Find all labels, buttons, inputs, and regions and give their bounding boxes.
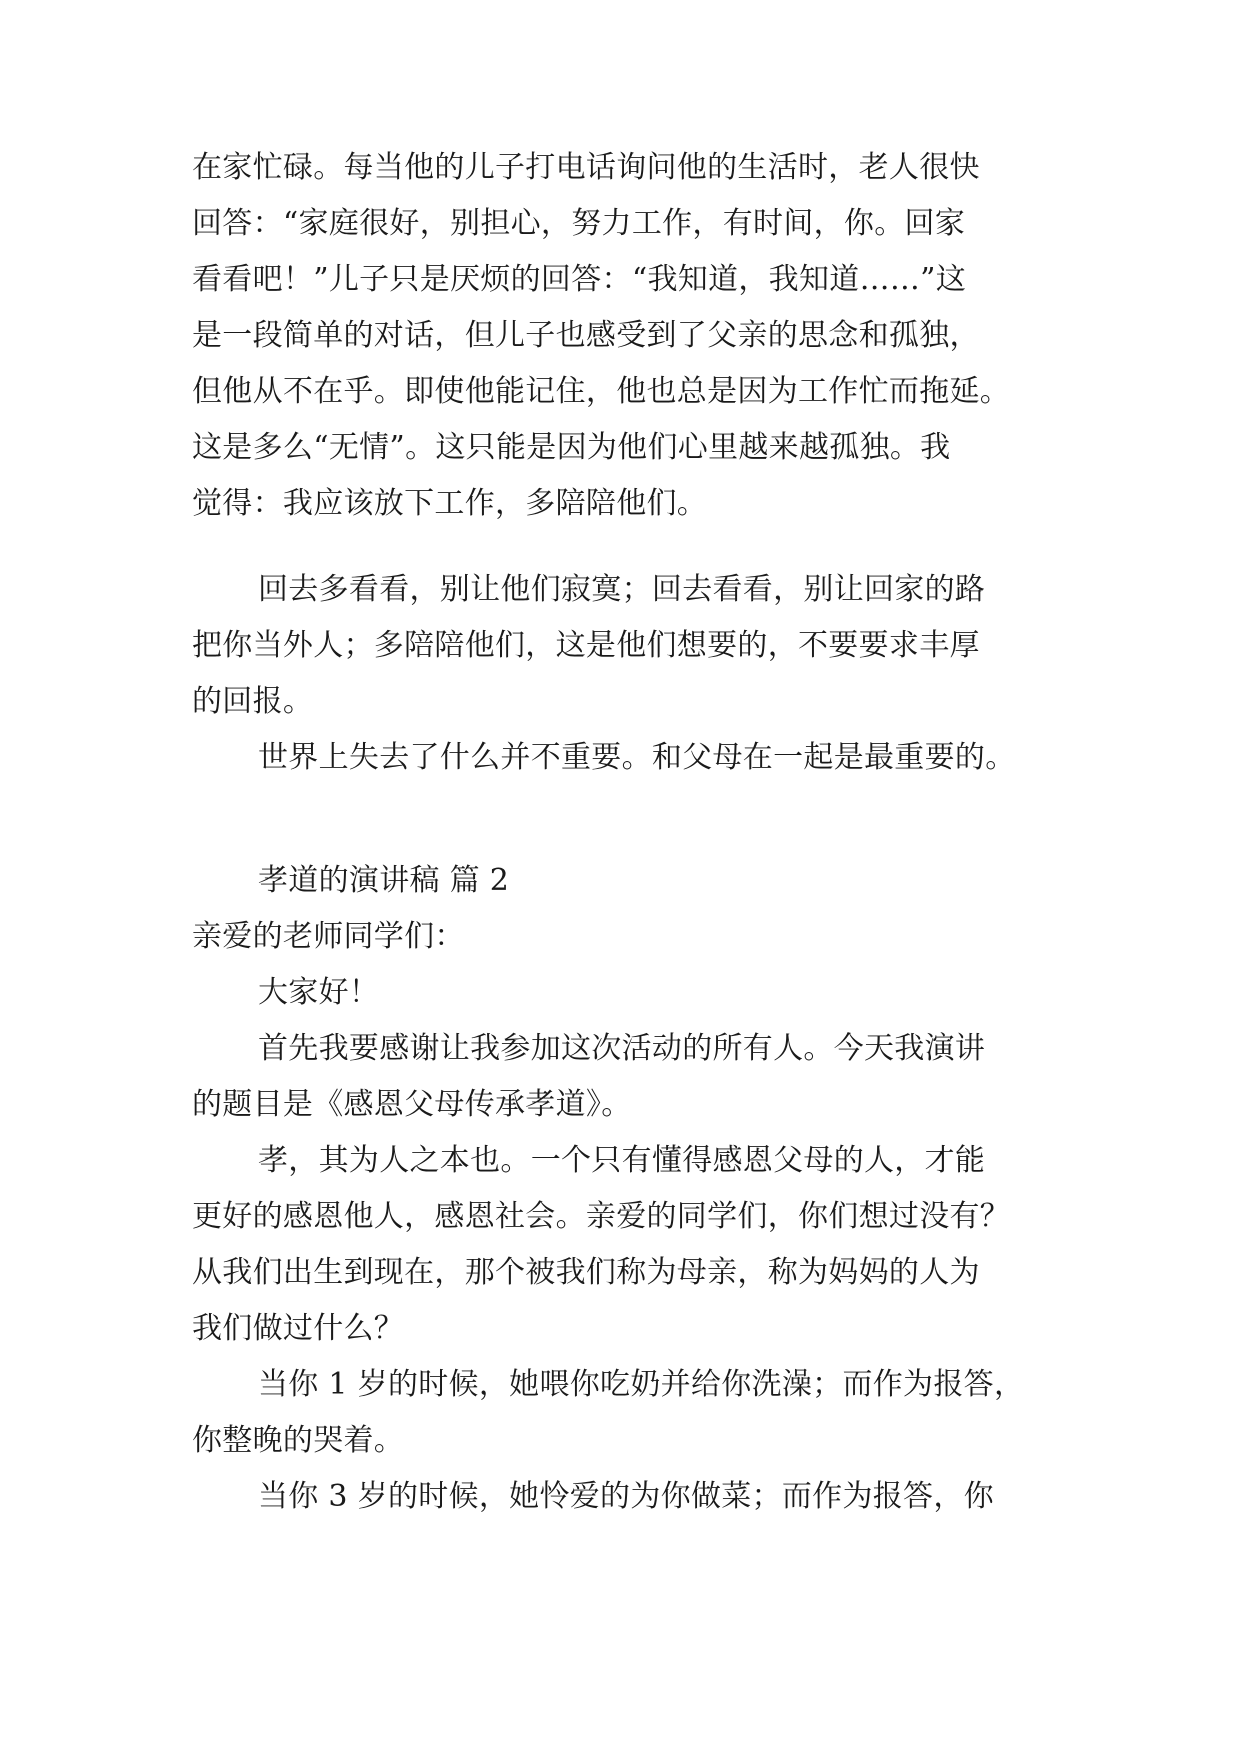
text-line: 是一段简单的对话，但儿子也感受到了父亲的思念和孤独， — [192, 318, 980, 353]
text-line: 把你当外人；多陪陪他们，这是他们想要的，不要要求丰厚 — [192, 628, 980, 663]
text-line: 当你 1 岁的时候，她喂你吃奶并给你洗澡；而作为报答， — [258, 1367, 1025, 1402]
paragraph — [192, 1021, 1062, 1133]
text-line: 当你 3 岁的时候，她怜爱的为你做菜；而作为报答，你 — [258, 1479, 994, 1514]
paragraph — [192, 1357, 1062, 1469]
paragraph — [192, 1469, 1062, 1525]
text-line: 我们做过什么？ — [192, 1311, 405, 1346]
text-line: 的题目是《感恩父母传承孝道》。 — [192, 1087, 632, 1122]
text-line: 看看吧！”儿子只是厌烦的回答：“我知道，我知道……”这 — [192, 262, 967, 297]
paragraph — [192, 562, 1062, 730]
text-line: 回答：“家庭很好，别担心，努力工作，有时间，你。回家 — [192, 206, 966, 241]
text-line: 但他从不在乎。即使他能记住，他也总是因为工作忙而拖延。 — [192, 374, 1011, 409]
text-line: 首先我要感谢让我参加这次活动的所有人。今天我演讲 — [258, 1031, 986, 1066]
text-line: 觉得：我应该放下工作，多陪陪他们。 — [192, 486, 708, 521]
section-title — [192, 853, 1062, 909]
text-line: 你整晚的哭着。 — [192, 1423, 405, 1458]
text-line: 世界上失去了什么并不重要。和父母在一起是最重要的。 — [258, 740, 1016, 775]
section-heading: 孝道的演讲稿 篇 2 — [258, 863, 510, 898]
paragraph-continued — [192, 140, 1062, 532]
paragraph — [192, 730, 1062, 786]
greeting — [192, 909, 1062, 1021]
text-line: 这是多么“无情”。这只能是因为他们心里越来越孤独。我 — [192, 430, 951, 465]
text-line: 从我们出生到现在，那个被我们称为母亲，称为妈妈的人为 — [192, 1255, 980, 1290]
text-line: 大家好！ — [258, 975, 380, 1010]
text-line: 的回报。 — [192, 684, 314, 719]
paragraph — [192, 1133, 1062, 1357]
salutation: 亲爱的老师同学们： — [192, 919, 465, 954]
text-line: 孝，其为人之本也。一个只有懂得感恩父母的人，才能 — [258, 1143, 986, 1178]
text-line: 回去多看看，别让他们寂寞；回去看看，别让回家的路 — [258, 572, 986, 607]
text-line: 在家忙碌。每当他的儿子打电话询问他的生活时，老人很快 — [192, 150, 980, 185]
text-line: 更好的感恩他人，感恩社会。亲爱的同学们，你们想过没有？ — [192, 1199, 1011, 1234]
